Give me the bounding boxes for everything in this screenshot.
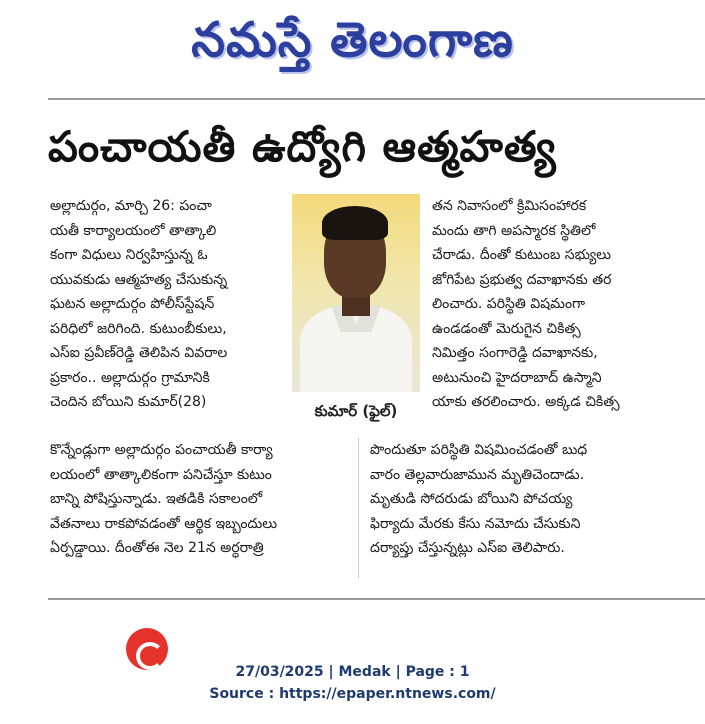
article-line: కొన్నేండ్లుగా అల్లాదుర్గం పంచాయతీ కార్యా (50, 442, 273, 458)
article-line: మృతుడి సోదరుడు బోయిని పోచయ్య (370, 491, 573, 507)
article-line: తన నివాసంలో క్రిమిసంహారక (432, 198, 587, 214)
article-line: అటునుంచి హైదరాబాద్ ఉస్మాని (432, 369, 602, 386)
article-line: ఫిర్యాదు మేరకు కేసు నమోదు చేసుకుని (370, 515, 581, 532)
photo-shirt (300, 306, 412, 392)
column-divider (358, 438, 359, 578)
article-column-left-top (50, 194, 282, 415)
article-line: వారం తెల్లవారుజామున మృతిచెందాడు. (370, 466, 585, 483)
bottom-divider (48, 598, 705, 600)
article-line: జోగిపేట ప్రభుత్వ దవాఖానకు తర (432, 271, 612, 288)
article-column-right-top (432, 194, 672, 415)
article-line: ఘటన అల్లాదుర్గం పోలీస్‌స్టేషన్ (50, 296, 215, 312)
article-line: కంగా విధులు నిర్వహిస్తున్న ఓ (50, 247, 208, 263)
top-divider (48, 98, 705, 100)
photo-hair (322, 206, 388, 240)
article-line: బాన్ని పోషిస్తున్నాడు. ఇతడికి సకాలంలో (50, 491, 263, 507)
article-line: చేరాడు. దీంతో కుటుంబ సభ్యులు (432, 247, 612, 263)
article-line: ఎస్ఐ ప్రవీణ్‌రెడ్డి తెలిపిన వివరాల (50, 345, 228, 361)
article-line: పరిధిలో జరిగింది. కుటుంబీకులు, (50, 320, 227, 337)
article-column-right-bottom (370, 438, 672, 561)
article-line: దర్యాప్తు చేస్తున్నట్లు ఎస్ఐ తెలిపారు. (370, 540, 565, 556)
article-line: ఏర్పడ్డాయి. దీంతోఈ నెల 21న అర్ధరాత్రి (50, 540, 264, 556)
article-line: అల్లాదుర్గం, మార్చి 26: పంచా (50, 198, 212, 214)
article-column-left-bottom (50, 438, 358, 561)
article-line: యాకు తరలించారు. అక్కడ చికిత్స (432, 394, 620, 410)
article-line: ఉండడంతో మెరుగైన చికిత్స (432, 320, 581, 337)
photo-caption: కుమార్ (ఫైల్) (314, 402, 398, 420)
article-line: నిమిత్తం సంగారెడ్డి దవాఖానకు, (432, 345, 598, 361)
source-link[interactable]: Source : https://epaper.ntnews.com/ (209, 686, 496, 702)
masthead: నమస్తే తెలంగాణ (191, 12, 514, 68)
article-line: మందు తాగి అపస్మారక స్థితిలో (432, 222, 596, 239)
headline: పంచాయతీ ఉద్యోగి ఆత్మహత్య (48, 122, 557, 171)
article-line: చెందిన బోయిని కుమార్(28) (50, 394, 207, 410)
article-line: లయంలో తాత్కాలికంగా పనిచేస్తూ కుటుం (50, 466, 272, 483)
edition-info: 27/03/2025 | Medak | Page : 1 (235, 664, 470, 680)
article-line: యువకుడు ఆత్మహత్య చేసుకున్న (50, 271, 228, 288)
article-line: యతీ కార్యాలయంలో తాత్కాలి (50, 222, 217, 239)
article-line: వేతనాలు రాకపోవడంతో ఆర్థిక ఇబ్బందులు (50, 515, 278, 532)
portrait-photo (292, 194, 420, 392)
article-line: ప్రకారం.. అల్లాదుర్గం గ్రామానికి (50, 369, 210, 386)
article-line: లించారు. పరిస్థితి విషమంగా (432, 296, 585, 312)
article-line: పొందుతూ పరిస్థితి విషమించడంతో బుధ (370, 442, 588, 458)
